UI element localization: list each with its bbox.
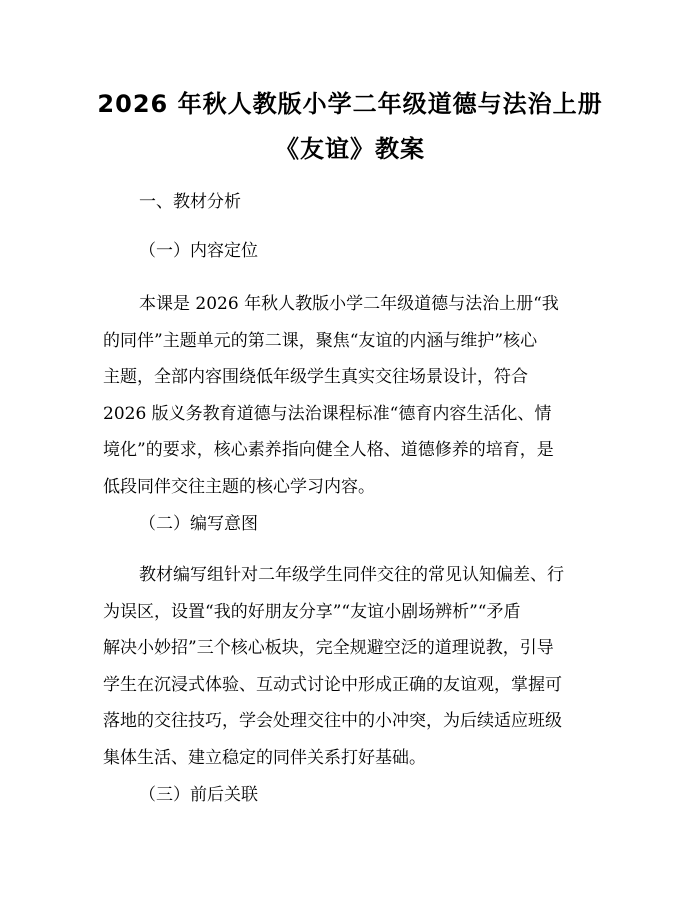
paragraph-line: 2026 版义务教育道德与法治课程标准“德育内容生活化、情 — [103, 403, 552, 424]
paragraph-writing-intent — [103, 557, 603, 777]
subsection-heading-content-positioning: （一）内容定位 — [139, 241, 258, 261]
subsection-heading-connections: （三）前后关联 — [139, 785, 258, 805]
paragraph-line: 本课是 2026 年秋人教版小学二年级道德与法治上册“我 — [139, 294, 559, 314]
subsection-heading-writing-intent: （二）编写意图 — [139, 514, 258, 534]
paragraph-line: 教材编写组针对二年级学生同伴交往的常见认知偏差、行 — [139, 565, 564, 585]
paragraph-line: 解决小妙招”三个核心板块，完全规避空泛的道理说教，引导 — [103, 638, 554, 659]
paragraph-line: 学生在沉浸式体验、互动式讨论中形成正确的友谊观，掌握可 — [103, 674, 562, 695]
document-title-line-2: 《友谊》教案 — [275, 135, 425, 163]
paragraph-line: 低段同伴交往主题的核心学习内容。 — [103, 476, 375, 497]
paragraph-line: 主题，全部内容围绕低年级学生真实交往场景设计，符合 — [103, 367, 528, 388]
paragraph-line: 落地的交往技巧，学会处理交往中的小冲突，为后续适应班级 — [103, 711, 562, 732]
section-heading-textbook-analysis: 一、教材分析 — [139, 192, 241, 212]
paragraph-content-positioning — [103, 286, 603, 506]
paragraph-line: 集体生活、建立稳定的同伴关系打好基础。 — [103, 747, 426, 768]
document-title-line-1: 2026 年秋人教版小学二年级道德与法治上册 — [97, 90, 603, 118]
paragraph-line: 的同伴”主题单元的第二课，聚焦“友谊的内涵与维护”核心 — [103, 330, 538, 351]
paragraph-line: 为误区，设置“我的好朋友分享”“友谊小剧场辨析”“矛盾 — [103, 601, 521, 622]
paragraph-line: 境化”的要求，核心素养指向健全人格、道德修养的培育，是 — [103, 440, 554, 461]
